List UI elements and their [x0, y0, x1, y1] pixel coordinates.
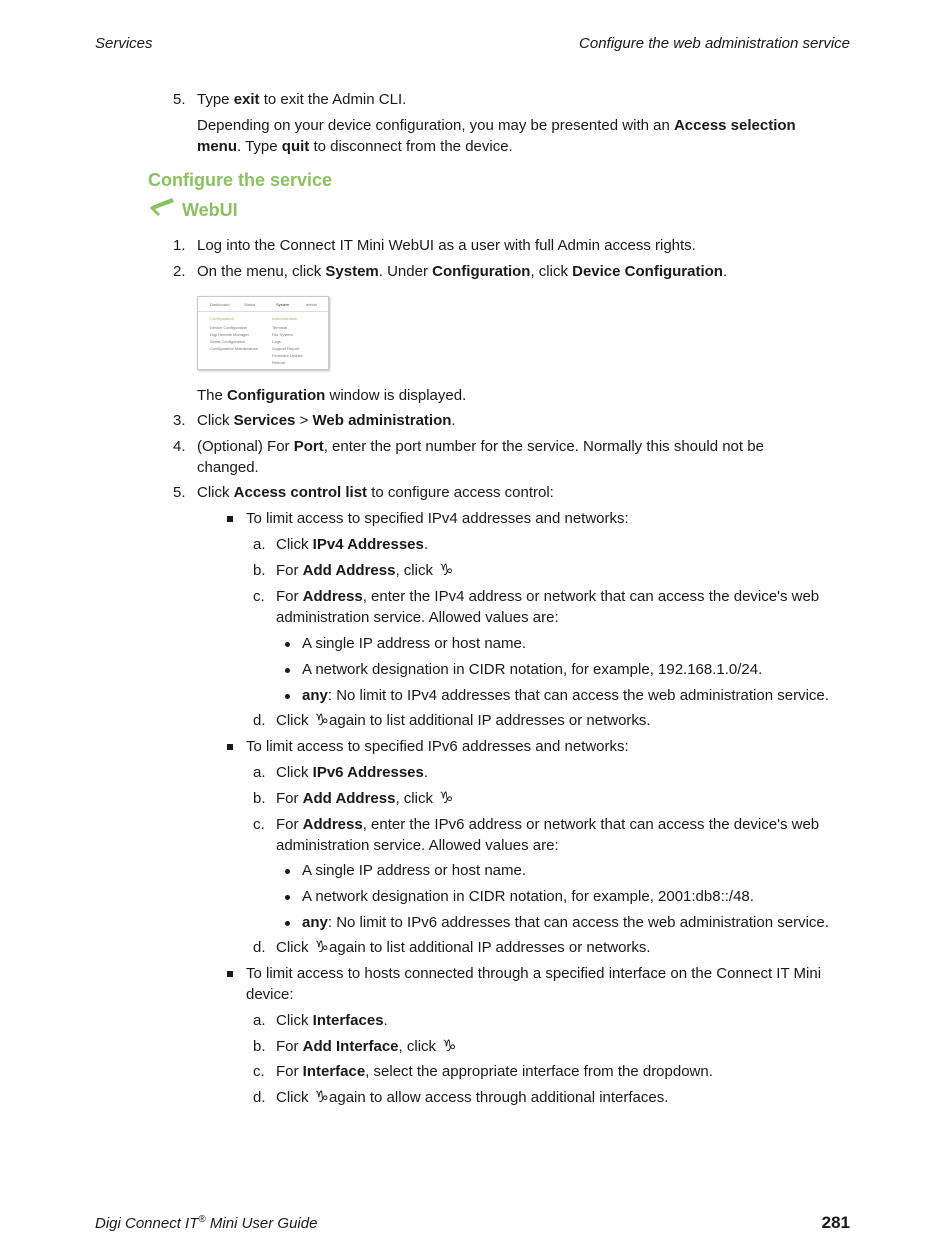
step-number: 2. [173, 263, 186, 280]
thumb-col1-item: Digi Remote Manager [210, 332, 249, 337]
thumb-dashboard: Dashboard [210, 302, 230, 307]
substep-text: For Address, enter the IPv6 address or network that can access the device's web [276, 816, 820, 833]
thumb-col2-item: Terminal [272, 325, 288, 330]
thumb-col1-item: Configuration Maintenance [210, 346, 258, 351]
bullet-dot [285, 869, 290, 874]
substep-text: For Add Address, click ♑ [276, 790, 454, 807]
step-number: 5. [173, 91, 186, 108]
webui-icon [148, 196, 176, 224]
substep-text-cont: administration service. Allowed values are: [276, 609, 559, 626]
step-number: 1. [173, 237, 186, 254]
substep-text: Click Interfaces. [276, 1012, 388, 1029]
allowed-value: A single IP address or host name. [302, 635, 527, 652]
substep-letter: b. [253, 1038, 266, 1055]
step-text: On the menu, click System. Under Configuration, click Device Configuration. [197, 263, 728, 280]
bullet-square [227, 516, 233, 522]
allowed-value: any: No limit to IPv6 addresses that can access the web administration service. [302, 914, 829, 931]
substep-text: For Add Interface, click ♑ [276, 1038, 457, 1055]
substep-letter: d. [253, 939, 266, 956]
step-note: Depending on your device configuration, you may be presented with an Access selection [197, 117, 796, 134]
substep-text-cont: administration service. Allowed values are: [276, 837, 559, 854]
allowed-value: A network designation in CIDR notation, for example, 192.168.1.0/24. [302, 661, 763, 678]
thumb-admin: admin [306, 302, 317, 307]
iface-intro: To limit access to hosts connected through a specified interface on the Connect IT Mini [246, 965, 822, 982]
substep-text: For Interface, select the appropriate interface from the dropdown. [276, 1063, 713, 1080]
add-icon: ♑ [439, 562, 454, 579]
thumb-col2-item: Logs [272, 339, 281, 344]
thumb-col1-head: Configuration [210, 316, 234, 321]
add-icon: ♑ [314, 939, 330, 956]
thumb-col2-item: Firmware Update [272, 353, 303, 358]
running-header-right: Configure the web administration service [579, 35, 850, 52]
substep-text: Click IPv6 Addresses. [276, 764, 429, 781]
bullet-dot [285, 668, 290, 673]
page-number: 281 [821, 1213, 850, 1232]
step-note-cont: menu. Type quit to disconnect from the device. [197, 138, 513, 155]
substep-text: For Address, enter the IPv4 address or network that can access the device's web [276, 588, 820, 605]
menu-screenshot-thumbnail [197, 296, 329, 370]
step-text: Log into the Connect IT Mini WebUI as a user with full Admin access rights. [197, 237, 696, 254]
section-title: Configure the service [148, 170, 333, 190]
thumb-system: System [276, 302, 290, 307]
substep-letter: a. [253, 1012, 266, 1029]
bullet-square [227, 971, 233, 977]
thumb-col2-item: Reboot [272, 360, 285, 365]
step-text: (Optional) For Port, enter the port number for the service. Normally this should not be [197, 438, 764, 455]
allowed-value: A network designation in CIDR notation, for example, 2001:db8::/48. [302, 888, 754, 905]
substep-letter: a. [253, 764, 266, 781]
thumb-col2-item: Support Report [272, 346, 300, 351]
substep-letter: d. [253, 1089, 266, 1106]
thumb-col2-head: Administration [272, 316, 298, 321]
bullet-dot [285, 642, 290, 647]
allowed-value: A single IP address or host name. [302, 862, 527, 879]
running-header-left: Services [95, 35, 153, 52]
add-icon: ♑ [439, 790, 454, 807]
allowed-value: any: No limit to IPv4 addresses that can access the web administration service. [302, 687, 829, 704]
bullet-dot [285, 921, 290, 926]
substep-text: Click ♑again to list additional IP addresses or networks. [276, 939, 651, 956]
ipv6-intro: To limit access to specified IPv6 addresses and networks: [246, 738, 629, 755]
substep-text: Click ♑again to allow access through additional interfaces. [276, 1089, 669, 1106]
add-icon: ♑ [314, 712, 330, 729]
config-window-note: The Configuration window is displayed. [197, 387, 467, 404]
add-icon: ♑ [442, 1038, 457, 1055]
substep-text: Click ♑again to list additional IP addresses or networks. [276, 712, 651, 729]
substep-letter: a. [253, 536, 266, 553]
step-text: Type exit to exit the Admin CLI. [197, 91, 407, 108]
step-number: 5. [173, 484, 186, 501]
thumb-col1-item: Device Configuration [210, 325, 248, 330]
substep-text: For Add Address, click ♑ [276, 562, 454, 579]
substep-text: Click IPv4 Addresses. [276, 536, 429, 553]
step-number: 3. [173, 412, 186, 429]
step-text: Click Services > Web administration. [197, 412, 456, 429]
bullet-dot [285, 895, 290, 900]
thumb-col2-item: File System [272, 332, 293, 337]
step-number: 4. [173, 438, 186, 455]
step-text-cont: changed. [197, 459, 259, 476]
step-text: Click Access control list to configure access control: [197, 484, 554, 501]
substep-letter: c. [253, 588, 265, 605]
substep-letter: c. [253, 816, 265, 833]
footer-title: Digi Connect IT® Mini User Guide [95, 1214, 318, 1232]
bullet-dot [285, 694, 290, 699]
substep-letter: b. [253, 790, 266, 807]
substep-letter: c. [253, 1063, 265, 1080]
thumb-col1-item: Serial Configuration [210, 339, 246, 344]
substep-letter: d. [253, 712, 266, 729]
substep-letter: b. [253, 562, 266, 579]
ipv4-intro: To limit access to specified IPv4 addresses and networks: [246, 510, 629, 527]
bullet-square [227, 744, 233, 750]
webui-label: WebUI [182, 200, 238, 220]
iface-intro-cont: device: [246, 986, 294, 1003]
thumb-status: Status [244, 302, 256, 307]
add-icon: ♑ [314, 1089, 330, 1106]
